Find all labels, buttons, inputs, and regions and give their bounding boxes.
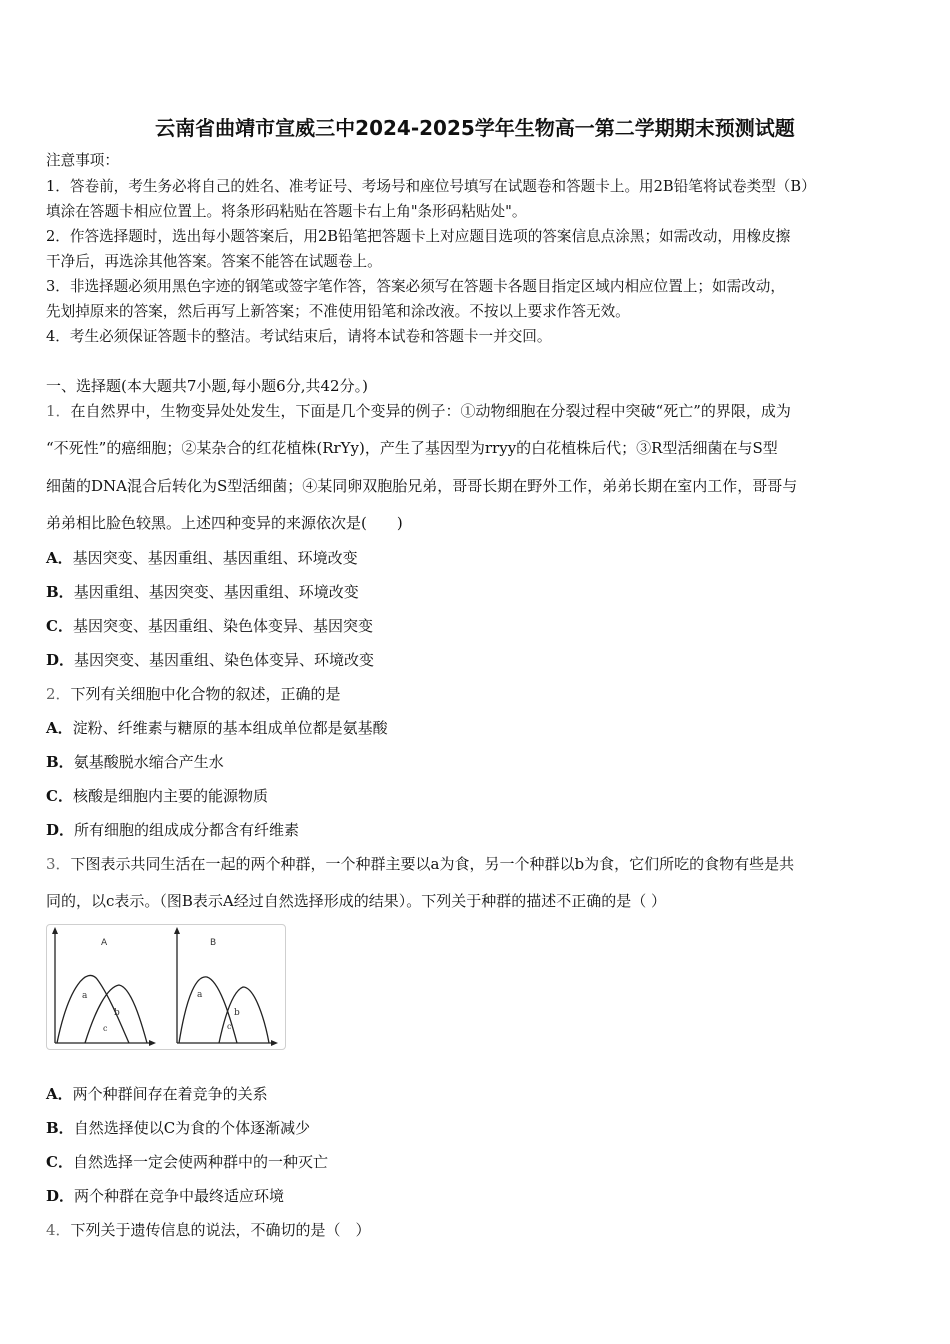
- arrow-icon: [149, 1040, 156, 1046]
- question-stem-line: [46, 401, 791, 421]
- option-text: 两个种群在竞争中最终适应环境: [74, 1187, 285, 1205]
- option-text: 两个种群间存在着竞争的关系: [72, 1085, 268, 1103]
- page-title: 云南省曲靖市宣威三中2024-2025学年生物高一第二学期期末预测试题: [155, 116, 795, 140]
- label-b: b: [114, 1008, 120, 1018]
- panel-title: B: [210, 938, 217, 948]
- question-stem-line: [46, 684, 341, 704]
- option-text: 基因突变、基因重组、染色体变异、环境改变: [74, 651, 375, 669]
- option-text: 基因重组、基因突变、基因重组、环境改变: [73, 583, 359, 601]
- label-a: a: [197, 990, 203, 1000]
- option-a[interactable]: [46, 548, 358, 568]
- option-label: C．: [46, 617, 73, 635]
- option-d[interactable]: [46, 820, 299, 840]
- option-d[interactable]: [46, 1186, 284, 1206]
- notice-line: 干净后，再选涂其他答案。答案不能答在试题卷上。: [46, 253, 382, 270]
- option-text: 氨基酸脱水缩合产生水: [73, 753, 224, 771]
- option-text: 自然选择一定会使两种群中的一种灭亡: [72, 1153, 328, 1171]
- question-text: 下列有关细胞中化合物的叙述，正确的是: [70, 685, 341, 703]
- option-d[interactable]: [46, 650, 374, 670]
- option-text: 基因突变、基因重组、染色体变异、基因突变: [72, 617, 373, 635]
- option-c[interactable]: [46, 1152, 328, 1172]
- option-b[interactable]: [46, 752, 224, 772]
- question-stem-line: 同的，以c表示。（图B表示A经过自然选择形成的结果）。下列关于种群的描述不正确的是（ ）: [46, 892, 667, 910]
- population-diagram: [47, 925, 285, 1049]
- panel-b: [174, 927, 278, 1046]
- population-figure: [46, 924, 286, 1050]
- option-label: D．: [46, 651, 75, 669]
- question-stem-line: 细菌的DNA混合后转化为S型活细菌；④某同卵双胞胎兄弟，哥哥长期在野外工作，弟弟长期在室内工作，哥哥与: [46, 477, 798, 495]
- question-text: 下图表示共同生活在一起的两个种群，一个种群主要以a为食，另一个种群以b为食，它们所吃的食物有些是共: [70, 855, 795, 873]
- option-label: A．: [46, 1085, 73, 1103]
- option-text: 基因突变、基因重组、基因重组、环境改变: [72, 549, 358, 567]
- section-heading: 一、选择题(本大题共7小题,每小题6分,共42分。): [46, 377, 368, 395]
- arrow-icon: [174, 927, 180, 934]
- panel-a: [52, 927, 156, 1046]
- question-stem-line: [46, 854, 794, 874]
- notice-heading: 注意事项：: [46, 152, 119, 169]
- option-text: 所有细胞的组成成分都含有纤维素: [74, 821, 300, 839]
- option-text: 淀粉、纤维素与糖原的基本组成单位都是氨基酸: [72, 719, 388, 737]
- panel-title: A: [101, 938, 108, 948]
- option-label: D．: [46, 821, 75, 839]
- option-label: B．: [46, 753, 74, 771]
- option-label: C．: [46, 787, 73, 805]
- option-label: B．: [46, 583, 74, 601]
- notice-line: 4．考生必须保证答题卡的整洁。考试结束后，请将本试卷和答题卡一并交回。: [46, 328, 552, 345]
- label-c: c: [103, 1024, 108, 1033]
- question-stem-line: [46, 1220, 371, 1240]
- label-c: c: [227, 1022, 232, 1031]
- option-c[interactable]: [46, 616, 373, 636]
- notice-line: 2．作答选择题时，选出每小题答案后，用2B铅笔把答题卡上对应题目选项的答案信息点涂黑；如需改动，用橡皮擦: [46, 228, 791, 245]
- option-a[interactable]: [46, 718, 388, 738]
- option-label: A．: [46, 719, 73, 737]
- arrow-icon: [271, 1040, 278, 1046]
- label-b: b: [234, 1008, 240, 1018]
- question-number: 2．: [46, 685, 71, 703]
- option-text: 自然选择使以C为食的个体逐渐减少: [73, 1119, 311, 1137]
- notice-line: 1．答卷前，考生务必将自己的姓名、准考证号、考场号和座位号填写在试题卷和答题卡上。用2B铅笔将试卷类型（B）: [46, 178, 816, 195]
- notice-line: 先划掉原来的答案，然后再写上新答案；不准使用铅笔和涂改液。不按以上要求作答无效。: [46, 303, 630, 320]
- option-c[interactable]: [46, 786, 268, 806]
- notice-line: 3．非选择题必须用黑色字迹的钢笔或签字笔作答，答案必须写在答题卡各题目指定区域内相应位置上；如需改动，: [46, 278, 785, 295]
- question-text: 在自然界中，生物变异处处发生，下面是几个变异的例子：①动物细胞在分裂过程中突破“死亡”的界限，成为: [70, 402, 791, 420]
- option-b[interactable]: [46, 582, 359, 602]
- question-number: 1．: [46, 402, 71, 420]
- option-text: 核酸是细胞内主要的能源物质: [72, 787, 268, 805]
- option-a[interactable]: [46, 1084, 268, 1104]
- question-text: 下列关于遗传信息的说法，不确切的是（ ）: [70, 1221, 371, 1239]
- option-label: C．: [46, 1153, 73, 1171]
- option-label: A．: [46, 549, 73, 567]
- question-stem-line: “不死性”的癌细胞；②某杂合的红花植株(RrYy)，产生了基因型为rryy的白花植株后代；③R型活细菌在与S型: [46, 439, 778, 457]
- question-number: 4．: [46, 1221, 71, 1239]
- question-number: 3．: [46, 855, 71, 873]
- curve-b: [219, 987, 269, 1043]
- option-b[interactable]: [46, 1118, 310, 1138]
- label-a: a: [82, 991, 88, 1001]
- arrow-icon: [52, 927, 58, 934]
- option-label: B．: [46, 1119, 74, 1137]
- option-label: D．: [46, 1187, 75, 1205]
- question-stem-line: 弟弟相比脸色较黑。上述四种变异的来源依次是( ): [46, 514, 403, 532]
- notice-line: 填涂在答题卡相应位置上。将条形码粘贴在答题卡右上角"条形码粘贴处"。: [46, 203, 527, 220]
